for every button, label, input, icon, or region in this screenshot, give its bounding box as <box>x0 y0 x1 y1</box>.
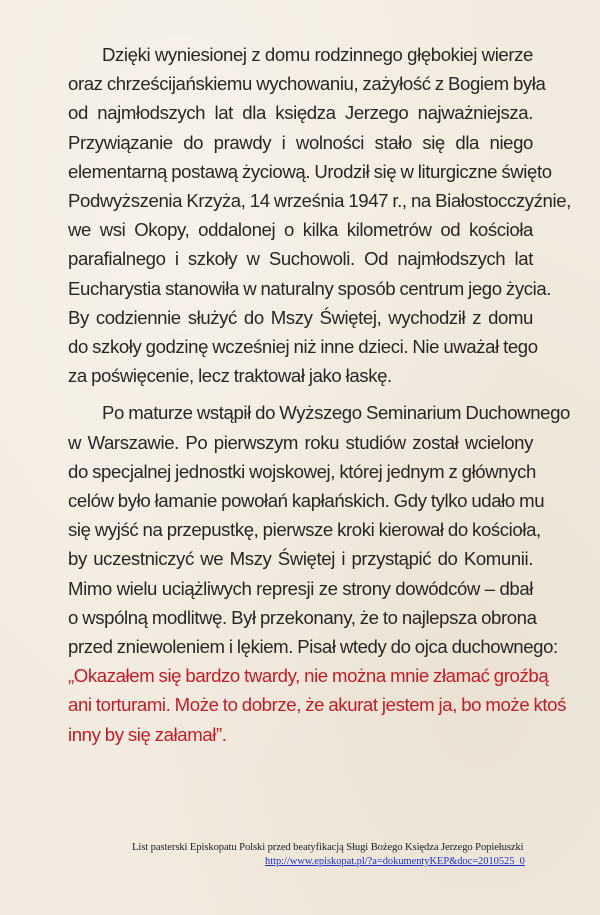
text-line: parafialnego i szkoły w Suchowoli. Od najmłodszych lat <box>68 248 533 270</box>
text-line: o wspólną modlitwę. Był przekonany, że to najlepsza obrona <box>68 606 537 628</box>
text-line: Dzięki wyniesionej z domu rodzinnego głębokiej wierze <box>102 44 533 65</box>
text-line: Po maturze wstąpił do Wyższego Seminarium Duchownego <box>102 402 570 424</box>
text-line: za poświęcenie, lecz traktował jako łaskę. <box>68 365 392 387</box>
source-citation: List pasterski Episkopatu Polski przed beatyfikacją Sługi Bożego Księdza Jerzego Popiełuszki <box>132 842 524 853</box>
text-line: do specjalnej jednostki wojskowej, której jednym z głównych <box>68 460 536 482</box>
quote-line: ani torturami. Może to dobrze, że akurat jestem ja, bo może ktoś <box>68 694 567 716</box>
paragraph-1 <box>68 40 571 390</box>
text-line: By codziennie służyć do Mszy Świętej, wychodził z domu <box>68 306 533 328</box>
text-line: Mimo wielu uciążliwych represji ze strony dowódców – dbał <box>68 577 533 599</box>
text-line: we wsi Okopy, oddalonej o kilka kilometrów od kościoła <box>68 219 533 241</box>
text-line: oraz chrześcijańskiemu wychowaniu, zażyłość z Bogiem była <box>68 73 546 95</box>
paragraph-gap <box>68 390 533 398</box>
text-line: przed zniewoleniem i lękiem. Pisał wtedy do ojca duchownego: <box>68 636 558 658</box>
text-line: celów było łamanie powołań kapłańskich. Gdy tylko udało mu <box>68 490 545 512</box>
text-line: do szkoły godzinę wcześniej niż inne dzieci. Nie uważał tego <box>68 336 538 358</box>
paragraph-2 <box>68 398 570 661</box>
text-line: od najmłodszych lat dla księdza Jerzego najważniejsza. <box>68 102 533 124</box>
text-line: w Warszawie. Po pierwszym roku studiów został wcielony <box>68 431 533 453</box>
quote-block <box>68 661 567 749</box>
quote-line: „Okazałem się bardzo twardy, nie można mnie złamać groźbą <box>68 665 549 687</box>
text-line: elementarną postawą życiową. Urodził się w liturgiczne święto <box>68 160 552 182</box>
text-line: by uczestniczyć we Mszy Świętej i przystąpić do Komunii. <box>68 548 533 570</box>
text-line: Podwyższenia Krzyża, 14 września 1947 r., na Białostocczyźnie, <box>68 190 571 212</box>
article-body <box>68 40 571 749</box>
source-link[interactable]: http://www.episkopat.pl/?a=dokumentyKEP&doc=2010525_0 <box>265 856 525 867</box>
text-line: Przywiązanie do prawdy i wolności stało się dla niego <box>68 131 533 153</box>
quote-line: inny by się załamał”. <box>68 723 227 745</box>
text-line: się wyjść na przepustkę, pierwsze kroki kierował do kościoła, <box>68 519 541 541</box>
text-line: Eucharystia stanowiła w naturalny sposób centrum jego życia. <box>68 277 552 299</box>
